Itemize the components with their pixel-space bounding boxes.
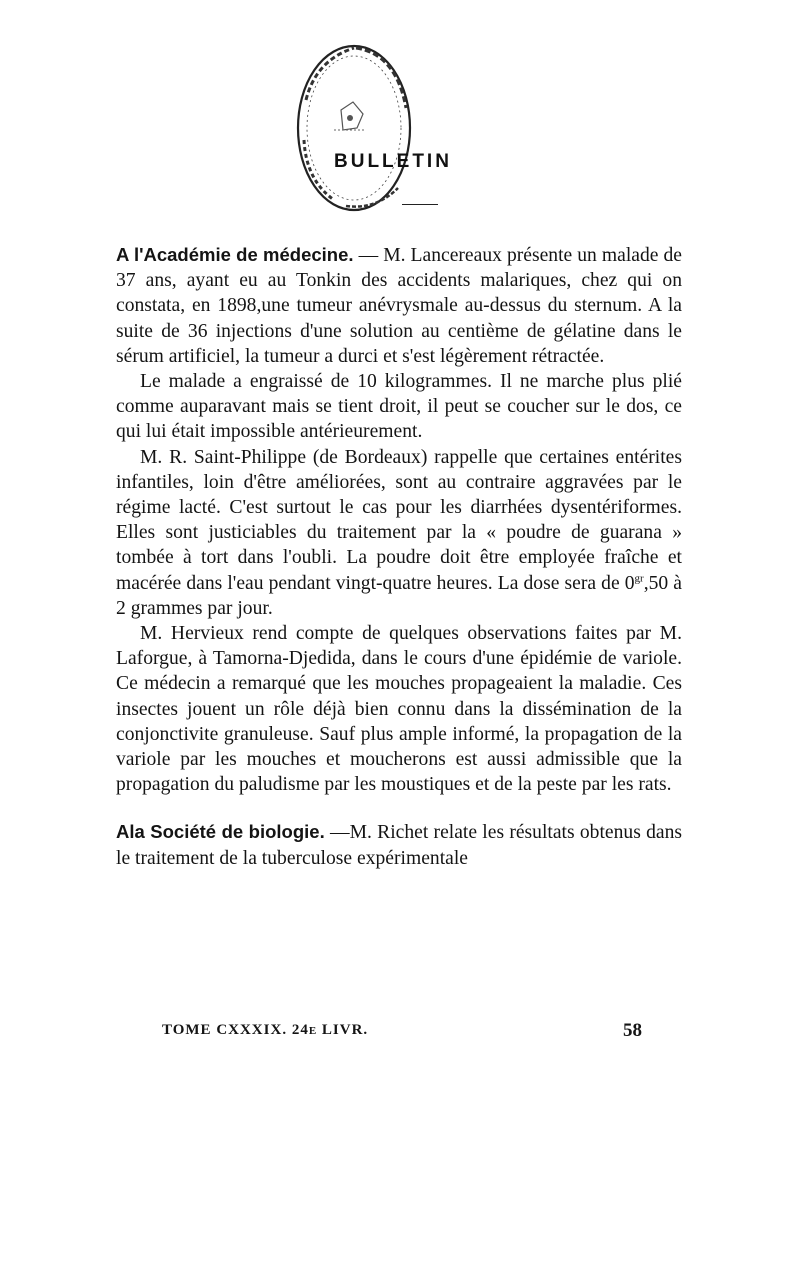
paragraph-biologie (116, 819, 682, 870)
paragraph-lead: A l'Académie de médecine. (116, 244, 354, 265)
paragraph-text: Le malade a engraissé de 10 kilogrammes. Il ne marche plus plié comme auparavant mais se tient droit, il peut se coucher sur le dos, ce qui lui était impossible antérieurement. (116, 371, 682, 443)
section-heading: BULLETIN (334, 151, 452, 172)
article-body (116, 242, 682, 871)
library-stamp (286, 30, 436, 220)
page-footer (162, 1022, 642, 1046)
paragraph-lead: Ala Société de biologie. (116, 821, 325, 843)
paragraph-hervieux (116, 621, 682, 797)
paragraph-academie (116, 242, 682, 369)
paragraph-text: M. R. Saint-Philippe (de Bordeaux) rappelle que certaines entérites infantiles, loin d'être améliorées, sont au contraire aggravées par le régime lacté. C'est surtout le cas pour les diarrhées dysentériformes. Elles sont justiciables du traitement par la « poudre de guarana » tombée à tort dans l'oubli. La poudre doit être employée fraîche et macérée dans l'eau pendant vingt-quatre heures. La dose sera de 0 (116, 446, 682, 594)
library-stamp-icon (286, 30, 436, 220)
unit-superscript: gr (634, 572, 644, 585)
paragraph-text-end: ,50 à 2 grammes par jour. (116, 572, 683, 619)
tome-label: TOME CXXXIX. 24e LIVR. (162, 1022, 369, 1038)
paragraph-saint-philippe (116, 445, 682, 621)
heading-rule (402, 204, 438, 205)
paragraph-text: — M. Lancereaux présente un malade de 37 ans, ayant eu au Tonkin des accidents malariques, chez qui on constata, en 1898,une tumeur anévrysmale au-dessus du sternum. A la suite de 36 injections d'une solution au centième de gélatine dans le sérum artificiel, la tumeur a durci et s'est légèrement rétractée. (116, 245, 682, 367)
paragraph-malade (116, 369, 682, 445)
paragraph-text: M. Hervieux rend compte de quelques observations faites par M. Laforgue, à Tamorna-Djedida, dans le cours d'une épidémie de variole. Ce médecin a remarqué que les mouches propageaient la maladie. Ces insectes jouent un rôle déjà bien connu dans la dissémination de la conjonctivite granuleuse. Sauf plus ample informé, la propagation de la variole par les mouches et moucherons est aussi admissible que la propagation du paludisme par les moustiques et de la peste par les rats. (116, 623, 682, 796)
paragraph-text: —M. Richet relate les résultats obtenus dans le traitement de la tuberculose expérimentale (116, 822, 682, 869)
page-number: 58 (623, 1020, 642, 1041)
